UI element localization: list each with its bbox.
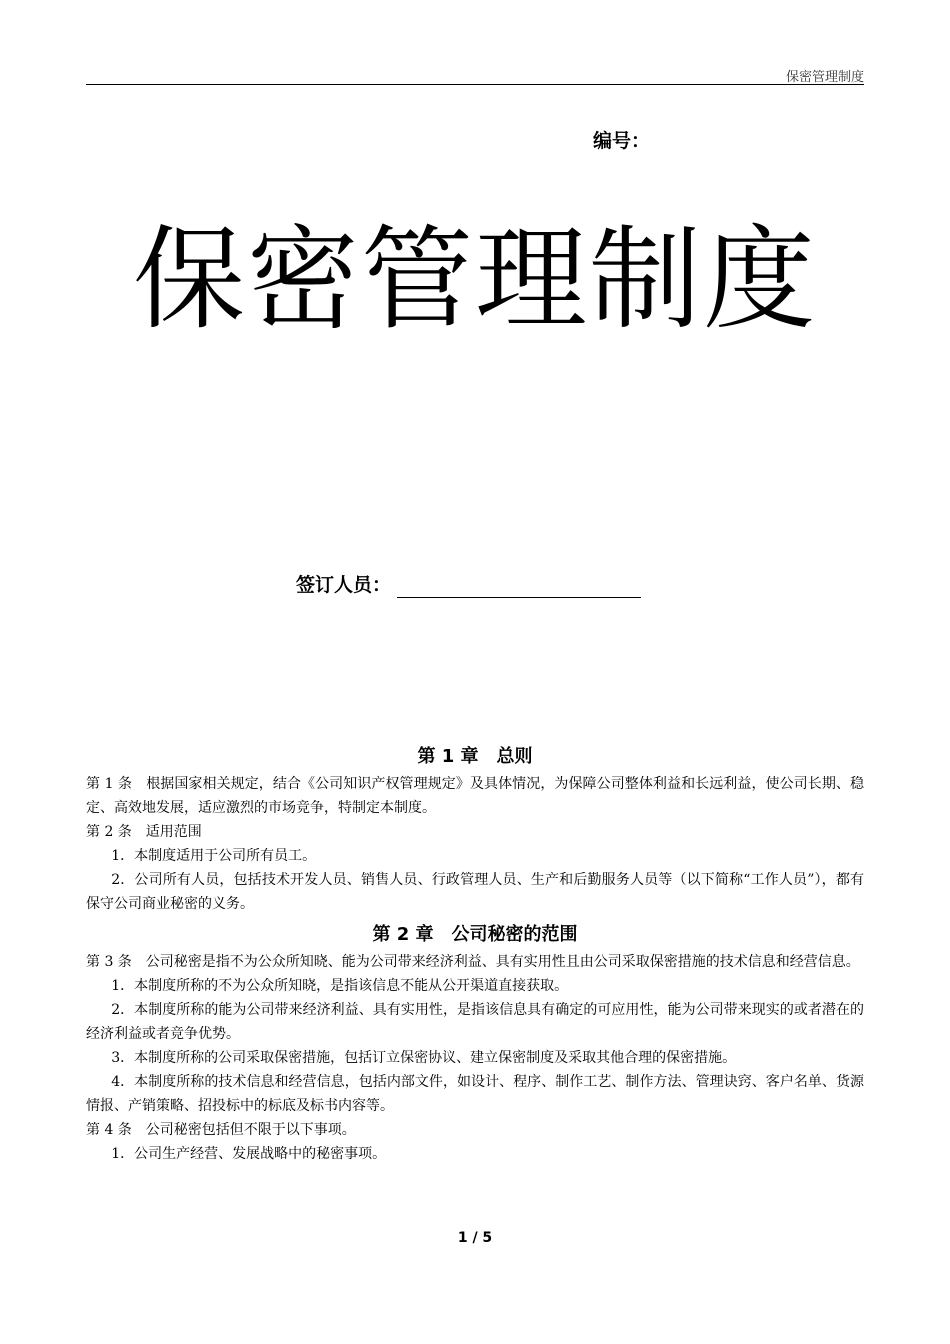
- page-number: 1 / 5: [457, 1230, 493, 1246]
- document-title: 保密管理制度: [133, 215, 817, 345]
- article-paragraph: 第 3 条 公司秘密是指不为公众所知晓、能为公司带来经济利益、具有实用性且由公司采取保密措施的技术信息和经营信息。: [86, 954, 860, 970]
- signer-label: 签订人员：: [296, 574, 392, 596]
- article-paragraph: 第 4 条 公司秘密包括但不限于以下事项。: [86, 1122, 356, 1138]
- chapter-title: 第 1 章 总则: [417, 746, 533, 767]
- clause-paragraph: 1．本制度所称的不为公众所知晓，是指该信息不能从公开渠道直接获取。: [111, 978, 569, 994]
- running-header: 保密管理制度: [785, 70, 864, 85]
- header-divider: [86, 84, 864, 85]
- document-body: [86, 742, 864, 1166]
- clause-paragraph: 1．公司生产经营、发展战略中的秘密事项。: [111, 1146, 387, 1162]
- signer-blank-line: [397, 573, 641, 598]
- document-number-label: 编号：: [593, 130, 651, 152]
- clause-paragraph: 2．本制度所称的能为公司带来经济利益、具有实用性，是指该信息具有确定的可应用性，能为公司带来现实的或者潜在的经济利益或者竞争优势。: [86, 1002, 864, 1042]
- clause-paragraph: 2．公司所有人员，包括技术开发人员、销售人员、行政管理人员、生产和后勤服务人员等（以下简称“工作人员”），都有保守公司商业秘密的义务。: [86, 872, 864, 912]
- clause-paragraph: 4．本制度所称的技术信息和经营信息，包括内部文件，如设计、程序、制作工艺、制作方法、管理诀窍、客户名单、货源情报、产销策略、招投标中的标底及标书内容等。: [86, 1074, 864, 1114]
- chapter-title: 第 2 章 公司秘密的范围: [372, 924, 578, 945]
- article-paragraph: 第 2 条 适用范围: [86, 824, 202, 840]
- clause-paragraph: 1．本制度适用于公司所有员工。: [111, 848, 317, 864]
- article-paragraph: 第 1 条 根据国家相关规定，结合《公司知识产权管理规定》及具体情况，为保障公司整体利益和长远利益，使公司长期、稳定、高效地发展，适应激烈的市场竞争，特制定本制度。: [86, 776, 864, 816]
- signer-row: [296, 572, 641, 598]
- clause-paragraph: 3．本制度所称的公司采取保密措施，包括订立保密协议、建立保密制度及采取其他合理的保密措施。: [111, 1050, 737, 1066]
